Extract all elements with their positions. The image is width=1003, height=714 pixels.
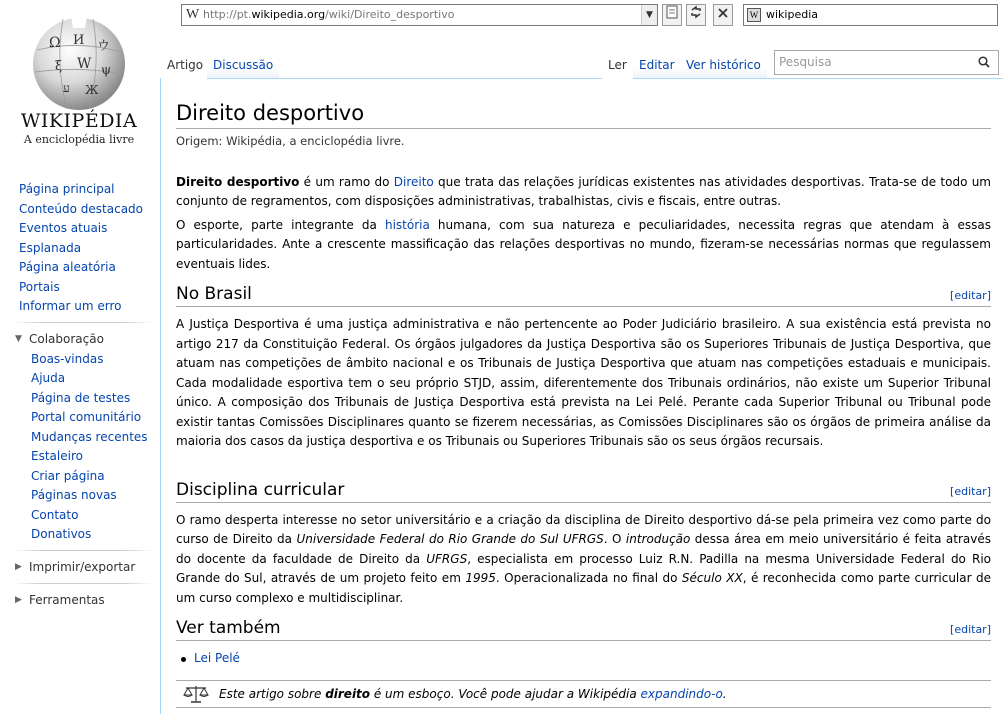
tab-edit-label[interactable]: Editar bbox=[639, 58, 675, 72]
wikipedia-logo[interactable] bbox=[14, 10, 144, 160]
text: é um esboço. Você pode ajudar a Wikipédia bbox=[370, 687, 641, 701]
logo-tagline: A enciclopédia livre bbox=[23, 133, 135, 146]
url-dropdown-icon[interactable]: ▼ bbox=[641, 5, 657, 25]
sidebar-collab-item-link[interactable]: Contato bbox=[31, 507, 79, 522]
italic-text: Século XX bbox=[681, 571, 743, 585]
italic-text: 1995 bbox=[465, 571, 496, 585]
url-path: /wiki/Direito_desportivo bbox=[325, 8, 455, 21]
tab-read[interactable] bbox=[602, 50, 633, 79]
article-subject: Direito desportivo bbox=[176, 174, 300, 189]
search-engine-icon: W bbox=[747, 8, 761, 22]
edit-section-link[interactable]: [editar] bbox=[950, 623, 991, 636]
page-icon[interactable] bbox=[662, 4, 682, 26]
sidebar-item-link[interactable]: Esplanada bbox=[19, 240, 82, 255]
browser-search-value: wikipedia bbox=[766, 8, 819, 21]
link-historia[interactable]: história bbox=[384, 217, 430, 232]
sidebar-collab-item bbox=[31, 369, 160, 389]
sidebar-item-link[interactable]: Informar um erro bbox=[19, 299, 122, 313]
sidebar-item bbox=[19, 278, 160, 298]
sidebar-collab-item bbox=[31, 447, 160, 467]
text: Este artigo sobre bbox=[219, 687, 326, 701]
site-favicon-icon: W bbox=[186, 7, 200, 22]
triangle-right-icon: ▶ bbox=[15, 594, 22, 605]
section-heading-disciplina bbox=[176, 478, 991, 503]
svg-text:ע: ע bbox=[63, 81, 70, 95]
collab-heading-label: Colaboração bbox=[29, 331, 104, 346]
svg-text:ウ: ウ bbox=[97, 39, 111, 54]
sidebar-collab-item-link[interactable]: Donativos bbox=[31, 527, 92, 541]
divider bbox=[14, 550, 152, 551]
sidebar-collab-item bbox=[31, 525, 160, 545]
sidebar-collab-item bbox=[31, 389, 160, 409]
tools-label: Ferramentas bbox=[29, 592, 105, 607]
print-export-heading[interactable] bbox=[0, 556, 160, 578]
sidebar-item bbox=[19, 258, 160, 278]
text: , especialista em processo Luiz R.N. Padilla na mesma Universidade Federal do Rio Grande do Sul, através de um projeto feito em bbox=[176, 551, 992, 585]
text: é um ramo do bbox=[299, 174, 394, 189]
sidebar-collab-item bbox=[31, 350, 160, 370]
heading-text: No Brasil bbox=[176, 284, 252, 304]
wordmark: WIKIPÉDIA bbox=[20, 110, 138, 132]
sidebar-item-link[interactable]: Conteúdo destacado bbox=[19, 201, 144, 216]
sidebar-item bbox=[19, 180, 160, 200]
divider bbox=[14, 583, 152, 584]
divider bbox=[14, 322, 152, 323]
text: que trata das relações jurídicas existentes nas atividades desportivas. Trata-se de todo um conjunto de regramentos, com disposições administrativas, trabalhistas, civis e fiscais, entre outras. bbox=[176, 174, 991, 208]
bold-text: direito bbox=[325, 687, 371, 701]
page-title: Direito desportivo bbox=[176, 98, 991, 129]
sidebar-collab-item-link[interactable]: Boas-vindas bbox=[31, 351, 104, 366]
sidebar-item-link[interactable]: Página aleatória bbox=[19, 260, 116, 274]
text: O esporte, parte integrante da bbox=[176, 217, 385, 232]
search-placeholder: Pesquisa bbox=[779, 55, 832, 69]
sidebar-collab-item bbox=[31, 428, 160, 448]
url-prefix: http://pt. bbox=[203, 8, 252, 21]
see-also-item-link[interactable]: Lei Pelé bbox=[194, 651, 240, 665]
collab-heading[interactable] bbox=[0, 328, 160, 350]
sidebar-collab-item-link[interactable]: Páginas novas bbox=[31, 488, 117, 502]
section-heading-brasil bbox=[176, 282, 991, 307]
sidebar-collab-item-link[interactable]: Ajuda bbox=[31, 371, 66, 385]
sidebar-collab-item-link[interactable]: Página de testes bbox=[31, 390, 131, 405]
sidebar-collab-item bbox=[31, 506, 160, 526]
heading-text: Disciplina curricular bbox=[176, 479, 345, 500]
sidebar-collab-item bbox=[31, 467, 160, 487]
see-also-item bbox=[181, 649, 991, 669]
svg-text:Ж: Ж bbox=[85, 83, 99, 97]
sidebar-item bbox=[19, 297, 160, 317]
brasil-paragraph: A Justiça Desportiva é uma justiça administrativa e não pertencente ao Poder Judiciário brasileiro. A sua existência está prevista no artigo 217 da Constituição Federal. Os órgãos julgadores da Justiça Desportiva são os Superiores Tribunais de Justiça Desportiva, que atuam nas competições de âmbito nacional e os Tribunais de Justiça Desportiva que atuam nas competições estaduais e municipais. Cada modalidade esportiva tem o seu próprio STJD, assim, diferentemente dos Tribunais ordinários, não existe um Superior Tribunal único. A composição dos Tribunais de Justiça Desportiva está prevista na Lei Pelé. Perante cada Superior Tribunal ou Tribunal pode existir tantas Comissões Disciplinares quanto se fizerem necessárias, as Comissões Disciplinares são os órgãos de primeira análise da maioria dos casos da justiça desportiva e os Tribunais ou Superiores Tribunais são os seus órgãos recursais. bbox=[176, 317, 991, 448]
sidebar-collab-item-link[interactable]: Criar página bbox=[31, 468, 105, 483]
main-navigation bbox=[0, 180, 160, 317]
heading-text: Ver também bbox=[176, 618, 281, 638]
triangle-down-icon: ▼ bbox=[15, 333, 22, 344]
intro-paragraph-2 bbox=[176, 216, 991, 275]
sidebar-collab-item-link[interactable]: Estaleiro bbox=[31, 449, 83, 463]
text: dessa área em meio universitário é feita através do docente da faculdade de Direito da bbox=[176, 532, 991, 566]
svg-text:ψ: ψ bbox=[101, 63, 112, 78]
tab-discussion-label[interactable]: Discussão bbox=[213, 58, 274, 72]
triangle-right-icon: ▶ bbox=[15, 561, 22, 572]
sidebar-item-link[interactable]: Eventos atuais bbox=[19, 221, 108, 235]
svg-text:ξ: ξ bbox=[55, 59, 63, 74]
text: O ramo desperta interesse no setor universitário e a criação da disciplina de Direito desportivo dá-se pela primeira vez como parte do curso de Direito da bbox=[176, 512, 991, 546]
sidebar-item bbox=[19, 219, 160, 239]
stop-icon[interactable] bbox=[713, 4, 733, 26]
browser-toolbar bbox=[0, 0, 1003, 30]
svg-text:W: W bbox=[77, 56, 92, 72]
sidebar-item bbox=[19, 239, 160, 259]
edit-section-link[interactable]: [editar] bbox=[950, 289, 991, 302]
svg-text:И: И bbox=[73, 33, 85, 48]
tab-discussion[interactable] bbox=[207, 50, 279, 79]
disciplina-paragraph bbox=[176, 511, 991, 609]
address-bar[interactable] bbox=[181, 4, 658, 26]
article-body bbox=[176, 98, 991, 669]
collab-navigation bbox=[0, 350, 160, 545]
refresh-icon[interactable] bbox=[686, 4, 706, 26]
tab-article-label[interactable]: Artigo bbox=[167, 58, 204, 72]
text: . Operacionalizada no final do bbox=[495, 571, 682, 585]
see-also-list bbox=[176, 649, 991, 669]
text: humana, com sua natureza e peculiaridades, necessita regras que atendam à essas particularidades. Ante a crescente massificação das relações desportivas no mundo, fizeram-se necessárias normas que regulassem eventuais lides. bbox=[176, 217, 991, 271]
url-host: wikipedia.org bbox=[251, 8, 326, 21]
site-subtitle: Origem: Wikipédia, a enciclopédia livre. bbox=[176, 134, 405, 148]
italic-text: Universidade Federal do Rio Grande do Sul UFRGS bbox=[296, 532, 604, 546]
sidebar-item bbox=[19, 200, 160, 220]
wiki-search-input[interactable] bbox=[774, 50, 999, 75]
tools-heading[interactable] bbox=[0, 589, 160, 611]
tab-article[interactable] bbox=[161, 50, 209, 79]
text: . O bbox=[603, 532, 626, 546]
stub-notice bbox=[176, 680, 991, 708]
tab-history-label[interactable]: Ver histórico bbox=[686, 58, 761, 72]
sidebar-collab-item bbox=[31, 408, 160, 428]
text: . bbox=[722, 687, 727, 701]
svg-text:Ω: Ω bbox=[49, 35, 61, 51]
sidebar-item-link[interactable]: Portais bbox=[19, 279, 60, 294]
edit-section-link[interactable]: [editar] bbox=[950, 484, 991, 498]
scales-of-justice-icon bbox=[183, 684, 209, 713]
sidebar-item-link[interactable]: Página principal bbox=[19, 182, 115, 196]
sidebar-collab-item-link[interactable]: Mudanças recentes bbox=[31, 429, 148, 444]
print-export-label: Imprimir/exportar bbox=[29, 559, 136, 574]
sidebar bbox=[0, 180, 160, 611]
tab-read-label[interactable]: Ler bbox=[608, 58, 627, 72]
puzzle-globe-icon bbox=[27, 10, 131, 114]
sidebar-collab-item bbox=[31, 486, 160, 506]
italic-text: introdução bbox=[625, 532, 691, 546]
browser-search-field[interactable] bbox=[743, 4, 998, 26]
section-heading-ver-tambem bbox=[176, 616, 991, 641]
text: , é reconhecida como parte curricular de um curso complexo e multidisciplinar. bbox=[176, 571, 991, 605]
search-icon[interactable] bbox=[978, 53, 990, 76]
tab-edit[interactable] bbox=[633, 50, 681, 79]
link-direito[interactable]: Direito bbox=[393, 174, 434, 189]
sidebar-collab-item-link[interactable]: Portal comunitário bbox=[31, 410, 142, 424]
tab-history[interactable] bbox=[680, 50, 767, 79]
intro-paragraph-1 bbox=[176, 173, 991, 212]
expand-link[interactable]: expandindo-o bbox=[640, 687, 723, 701]
italic-text: UFRGS bbox=[426, 551, 468, 566]
